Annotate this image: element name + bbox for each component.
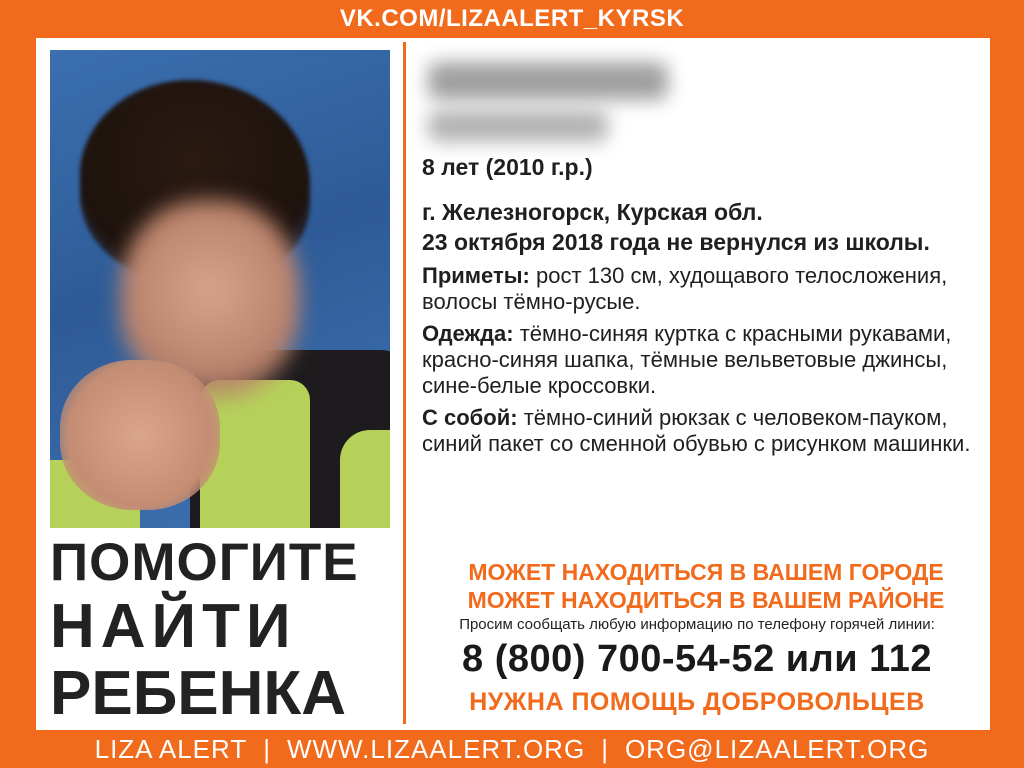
footer-site-link[interactable]: WWW.LIZAALERT.ORG: [286, 733, 586, 764]
help-title-line2: НАЙТИ: [50, 592, 297, 661]
help-find-child-title: [50, 533, 396, 730]
carry-paragraph: [422, 405, 982, 457]
volunteers-needed: НУЖНА ПОМОЩЬ ДОБРОВОЛЬЦЕВ: [469, 688, 925, 716]
footer-brand: LIZA ALERT: [94, 733, 248, 764]
clothing-paragraph: [422, 321, 982, 399]
may-be-in-district: МОЖЕТ НАХОДИТЬСЯ В ВАШЕМ РАЙОНЕ: [467, 587, 945, 613]
help-title-line3: РЕБЕНКА: [50, 659, 347, 728]
poster-card: [36, 38, 990, 730]
features-paragraph: [422, 263, 982, 315]
help-title-line1: ПОМОГИТЕ: [50, 533, 359, 592]
footer: [0, 730, 1024, 768]
age-text: 8 лет (2010 г.р.): [422, 154, 593, 180]
hotline-note: Просим сообщать любую информацию по телефону горячей линии:: [459, 616, 935, 633]
footer-separator: |: [263, 733, 271, 764]
may-be-in-city: МОЖЕТ НАХОДИТЬСЯ В ВАШЕМ ГОРОДЕ: [468, 559, 944, 585]
person-info: [422, 50, 982, 457]
hotline-phone: 8 (800) 700-54-52 или 112: [462, 638, 932, 680]
blurred-name: [422, 50, 982, 146]
features-text: рост 130 см, худощавого телосложения, волосы тёмно-русые.: [422, 263, 948, 314]
missing-date-text: 23 октября 2018 года не вернулся из школы.: [422, 229, 930, 255]
carry-label: С собой:: [422, 405, 518, 430]
clothing-label: Одежда:: [422, 321, 514, 346]
features-label: Приметы:: [422, 263, 530, 288]
clothing-text: тёмно-синяя куртка с красными рукавами, красно-синяя шапка, тёмные вельветовые джинсы, сине-белые кроссовки.: [422, 321, 952, 398]
carry-text: тёмно-синий рюкзак с человеком-пауком, синий пакет со сменной обувью с рисунком машинки.: [422, 405, 971, 456]
footer-separator: |: [601, 733, 609, 764]
header-url: VK.COM/LIZAALERT_KYRSK: [339, 5, 685, 32]
location-text: г. Железногорск, Курская обл.: [422, 199, 763, 225]
may-be-nearby-notice: [426, 558, 986, 614]
child-photo-blurred: [50, 50, 390, 528]
footer-email-link[interactable]: ORG@LIZAALERT.ORG: [624, 733, 930, 764]
vertical-divider: [403, 42, 406, 724]
